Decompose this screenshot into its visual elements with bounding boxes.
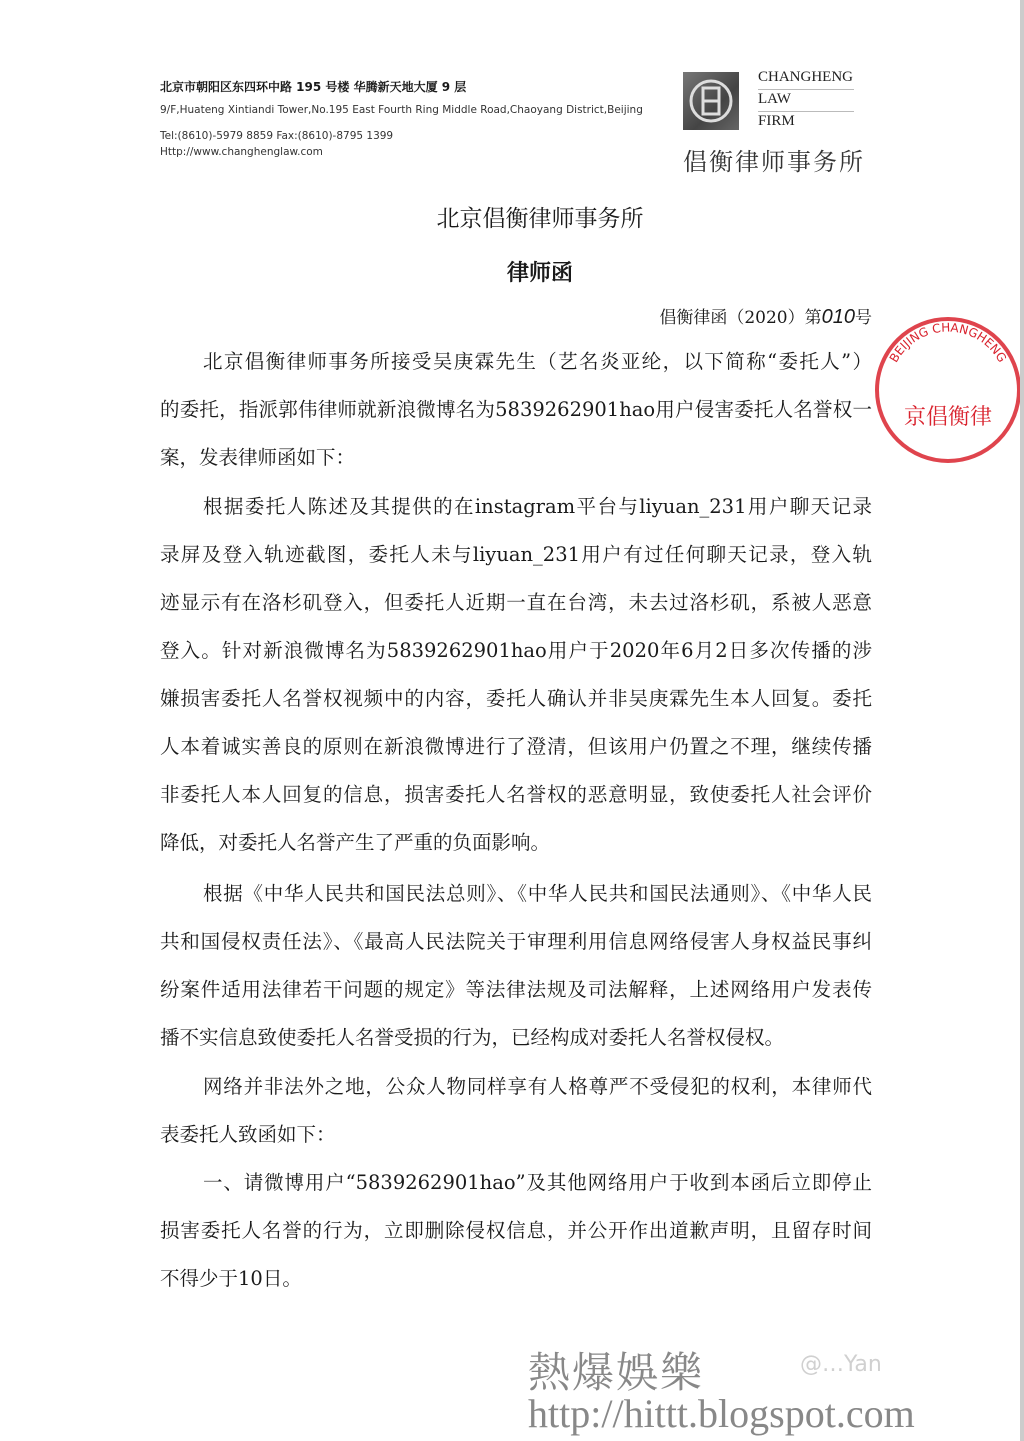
text-line: 登入。针对新浪微博名为5839262901hao用户于2020年6月2日多次传播的涉 <box>160 639 872 662</box>
paragraph-2 <box>160 493 872 877</box>
letterhead-tel-fax: Tel:(8610)-5979 8859 Fax:(8610)-8795 1399 <box>160 130 394 142</box>
text-line: 表委托人致函如下： <box>160 1123 336 1146</box>
text-line: 损害委托人名誉的行为，立即删除侵权信息，并公开作出道歉声明，且留存时间 <box>160 1219 872 1242</box>
page-edge <box>1020 0 1024 1441</box>
document-subtitle: 律师函 <box>506 260 573 286</box>
text-line: 录屏及登入轨迹截图，委托人未与liyuan_231用户有过任何聊天记录，登入轨 <box>160 543 872 566</box>
reference-number <box>659 303 872 329</box>
firm-logo-icon <box>683 72 739 130</box>
text-line: 案，发表律师函如下： <box>160 446 356 469</box>
official-seal-stamp <box>870 312 1024 468</box>
firm-name-en-1: CHANGHENG <box>758 69 853 85</box>
watermark-title: 熱爆娛樂 <box>528 1348 705 1397</box>
paragraph-1 <box>160 348 872 492</box>
text-line: 的委托，指派郭伟律师就新浪微博名为5839262901hao用户侵害委托人名誉权一 <box>160 398 872 421</box>
svg-text:BEIJING CHANGHENG <box>887 320 1010 364</box>
paragraph-3 <box>160 880 872 1072</box>
seal-text-en: BEIJING CHANGHENG <box>886 320 1010 365</box>
text-line: 迹显示有在洛杉矶登入，但委托人近期一直在台湾，未去过洛杉矶，系被人恶意 <box>160 591 872 614</box>
text-line: 根据《中华人民共和国民法总则》、《中华人民共和国民法通则》、《中华人民 <box>203 882 872 905</box>
divider <box>758 89 854 90</box>
reference-handwritten-number: 010 <box>821 306 855 328</box>
letterhead-address-en: 9/F,Huateng Xintiandi Tower,No.195 East Fourth Ring Middle Road,Chaoyang District,Beijing <box>160 104 643 116</box>
text-line: 纷案件适用法律若干问题的规定》等法律法规及司法解释，上述网络用户发表传 <box>160 978 872 1001</box>
text-line: 网络并非法外之地，公众人物同样享有人格尊严不受侵犯的权利，本律师代 <box>203 1075 872 1098</box>
text-line: 非委托人本人回复的信息，损害委托人名誉权的恶意明显，致使委托人社会评价 <box>160 783 872 806</box>
paragraph-5 <box>160 1169 872 1313</box>
text-line: 播不实信息致使委托人名誉受损的行为，已经构成对委托人名誉权侵权。 <box>160 1026 785 1049</box>
text-line: 根据委托人陈述及其提供的在instagram平台与liyuan_231用户聊天记录 <box>203 495 872 518</box>
text-line: 人本着诚实善良的原则在新浪微博进行了澄清，但该用户仍置之不理，继续传播 <box>160 735 872 758</box>
firm-name-cn: 倡衡律师事务所 <box>683 148 865 176</box>
firm-name-en-3: FIRM <box>758 113 795 129</box>
text-line: 不得少于10日。 <box>160 1267 302 1290</box>
letterhead-address-cn: 北京市朝阳区东四环中路 195 号楼 华腾新天地大厦 9 层 <box>160 80 467 94</box>
reference-prefix: 倡衡律函（2020）第 <box>659 308 822 328</box>
text-line: 降低，对委托人名誉产生了严重的负面影响。 <box>160 831 551 854</box>
reference-suffix: 号 <box>855 308 872 328</box>
letterhead-website: Http://www.changhenglaw.com <box>160 146 323 158</box>
text-line: 一、请微博用户“5839262901hao”及其他网络用户于收到本函后立即停止 <box>203 1171 872 1194</box>
document-title: 北京倡衡律师事务所 <box>436 206 644 232</box>
paragraph-4 <box>160 1073 872 1169</box>
weibo-watermark: @…Yan <box>800 1352 882 1377</box>
text-line: 北京倡衡律师事务所接受吴庚霖先生（艺名炎亚纶，以下简称“委托人”） <box>203 350 872 373</box>
seal-text-cn: 京倡衡律 <box>903 405 993 430</box>
firm-name-en-2: LAW <box>758 91 791 107</box>
text-line: 嫌损害委托人名誉权视频中的内容，委托人确认并非吴庚霖先生本人回复。委托 <box>160 687 872 710</box>
watermark-url: http://hittt.blogspot.com <box>528 1391 915 1436</box>
text-line: 共和国侵权责任法》、《最高人民法院关于审理利用信息网络侵害人身权益民事纠 <box>160 930 872 953</box>
divider <box>758 111 854 112</box>
